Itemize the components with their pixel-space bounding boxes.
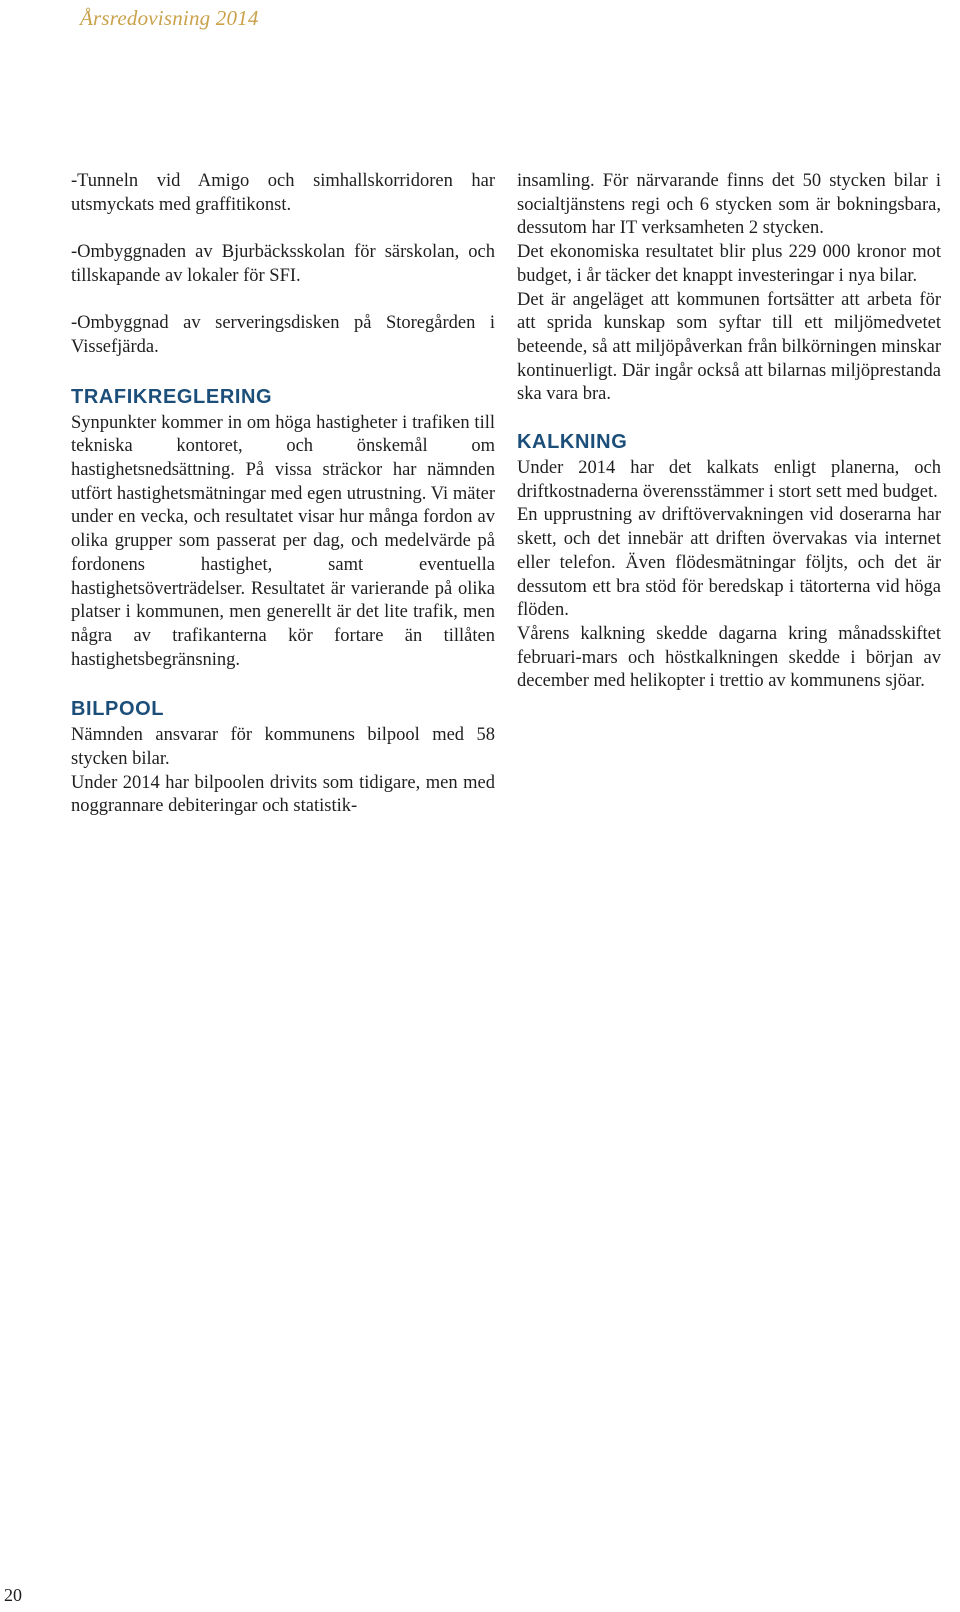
bilpool-paragraph: Nämnden ansvarar för kommunens bilpool med 58 stycken bilar. [71, 725, 495, 770]
kalkning-paragraph: Under 2014 har det kalkats enligt planerna, och driftkostnaderna överensstämmer i stort sett med budget. [517, 458, 941, 502]
kalkning-paragraph: En upprustning av driftövervakningen vid doserarna har skett, och det innebär att driften övervakas via internet eller telefon. Även flödesmätningar följts, och det är dessutom ett bra stöd för beredskap i tätorterna vid höga flöden. [517, 505, 941, 621]
section-heading-bilpool: BILPOOL [71, 698, 165, 721]
bullet-item: -Tunneln vid Amigo och simhallskorridoren har utsmyckats med graffitikonst. [71, 171, 495, 215]
left-column [71, 170, 495, 819]
section-heading-trafikreglering: TRAFIKREGLERING [71, 385, 273, 408]
section-heading-kalkning: KALKNING [517, 431, 628, 454]
bilpool-paragraph: Under 2014 har bilpoolen drivits som tidigare, men med noggrannare debiteringar och statistik- [71, 772, 495, 817]
bilpool-continued-paragraph: Det ekonomiska resultatet blir plus 229 000 kronor mot budget, i år täcker det knappt investeringar i nya bilar. [517, 242, 941, 286]
bullet-item: -Ombyggnaden av Bjurbäcksskolan för särskolan, och tillskapande av lokaler för SFI. [71, 242, 495, 286]
bilpool-continued-paragraph: insamling. För närvarande finns det 50 stycken bilar i socialtjänstens regi och 6 stycken som är bokningsbara, dessutom har IT verksamheten 2 stycken. [517, 171, 941, 239]
running-header: Årsredovisning 2014 [80, 6, 259, 30]
right-column [517, 170, 941, 694]
bullet-item: -Ombyggnad av serveringsdisken på Storegården i Vissefjärda. [71, 313, 495, 357]
kalkning-paragraph: Vårens kalkning skedde dagarna kring månadsskiftet februari-mars och höstkalkningen skedde i början av december med helikopter i trettio av kommunens sjöar. [517, 623, 941, 692]
bilpool-continued-paragraph: Det är angeläget att kommunen fortsätter att arbeta för att sprida kunskap som syftar till ett miljömedvetet beteende, så att miljöpåverkan från bilkörningen minskar kontinuerligt. Där ingår också att bilarnas miljöprestanda ska vara bra. [517, 289, 941, 405]
trafikreglering-text: Synpunkter kommer in om höga hastigheter i trafiken till tekniska kontoret, och önskemål om hastighetsnedsättning. På vissa sträckor har nämnden utfört hastighetsmätningar med egen utrustning. Vi mäter under en vecka, och resultatet visar hur många fordon av olika grupper som passerat per dag, och medelvärde på fordonens hastighet, samt eventuella hastighetsöverträdelser. Resultatet är varierande på olika platser i kommunen, men generellt är det lite trafik, men några av trafikanterna kör fortare än tillåten hastighetsbegränsning. [71, 412, 495, 670]
page-number: 20 [4, 1585, 22, 1605]
